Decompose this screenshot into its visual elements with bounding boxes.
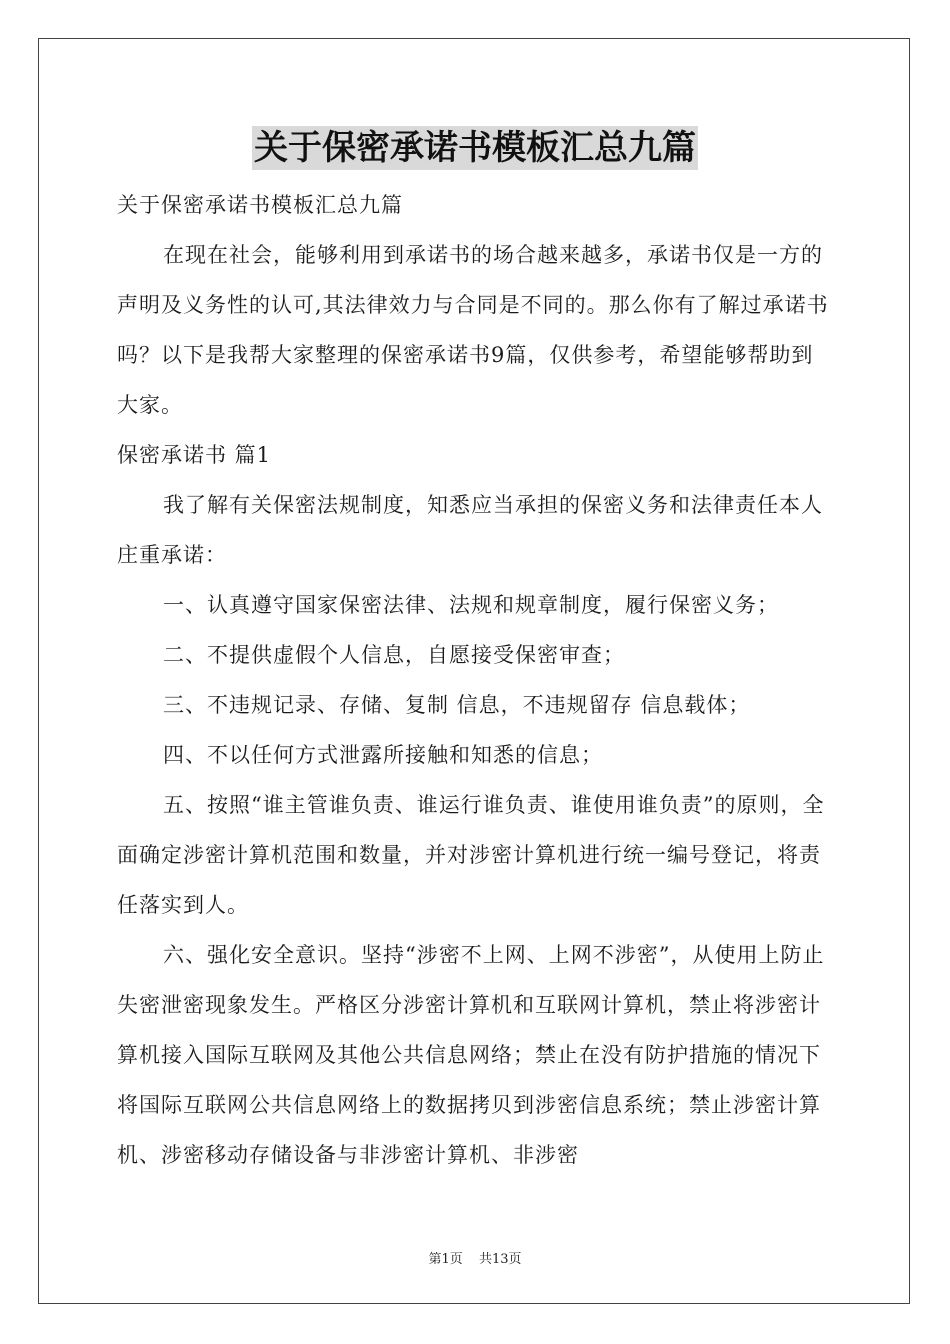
title-wrap [0, 126, 950, 170]
paragraph: 二、不提供虚假个人信息，自愿接受保密审查； [163, 643, 625, 667]
paragraph: 保密承诺书 篇1 [117, 443, 272, 467]
paragraph: 三、不违规记录、存储、复制 信息，不违规留存 信息载体； [163, 693, 751, 717]
paragraph: 在现在社会，能够利用到承诺书的场合越来越多，承诺书仅是一方的声明及义务性的认可,其法律效力与合同是不同的。那么你有了解过承诺书吗？以下是我帮大家整理的保密承诺书9篇，仅供参考，希望能够帮助到大家。 [117, 243, 829, 417]
paragraph: 五、按照“谁主管谁负责、谁运行谁负责、谁使用谁负责”的原则，全面确定涉密计算机范围和数量，并对涉密计算机进行统一编号登记，将责任落实到人。 [117, 793, 825, 917]
document-subtitle: 关于保密承诺书模板汇总九篇 [117, 193, 403, 217]
paragraph: 一、认真遵守国家保密法律、法规和规章制度，履行保密义务； [163, 593, 779, 617]
paragraph-list [117, 230, 833, 1180]
paragraph: 四、不以任何方式泄露所接触和知悉的信息； [163, 743, 603, 767]
document-title: 关于保密承诺书模板汇总九篇 [254, 128, 696, 168]
document-body [117, 180, 833, 1180]
paragraph: 我了解有关保密法规制度，知悉应当承担的保密义务和法律责任本人庄重承诺： [117, 493, 823, 567]
page-number: 第1页 [428, 1252, 463, 1267]
paragraph: 六、强化安全意识。坚持“涉密不上网、上网不涉密”，从使用上防止失密泄密现象发生。严格区分涉密计算机和互联网计算机，禁止将涉密计算机接入国际互联网及其他公共信息网络；禁止在没有防护措施的情况下将国际互联网公共信息网络上的数据拷贝到涉密信息系统；禁止涉密计算机、涉密移动存储设备与非涉密计算机、非涉密 [117, 943, 825, 1167]
page-total: 共13页 [478, 1252, 522, 1267]
page-footer [0, 1248, 950, 1267]
